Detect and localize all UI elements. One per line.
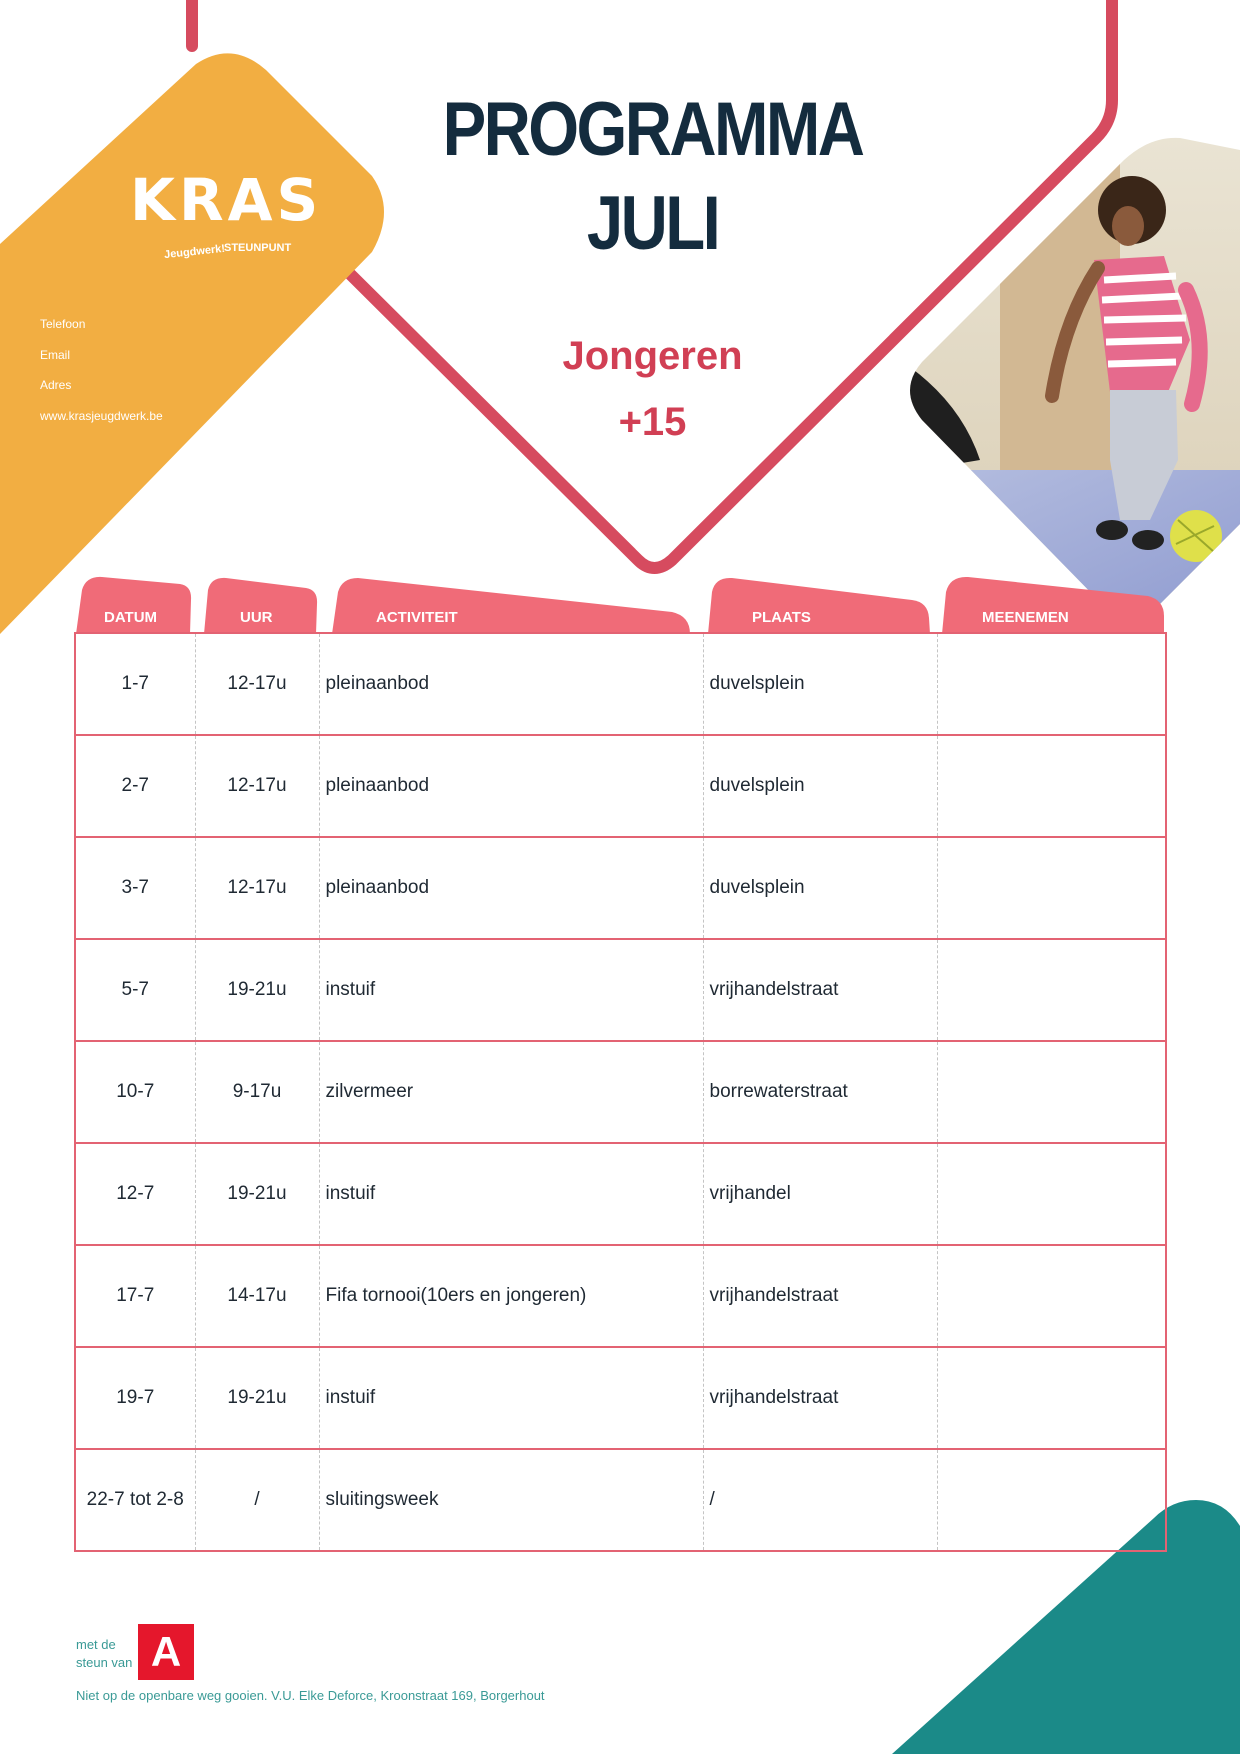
cell-uur: 9-17u bbox=[195, 1041, 319, 1143]
contact-email: Email bbox=[40, 347, 71, 362]
cell-activiteit: zilvermeer bbox=[319, 1041, 703, 1143]
cell-uur: 12-17u bbox=[195, 735, 319, 837]
header-activiteit: ACTIVITEIT bbox=[376, 609, 458, 626]
cell-activiteit: instuif bbox=[319, 1347, 703, 1449]
cell-plaats: vrijhandel bbox=[703, 1143, 937, 1245]
contact-address: Adres bbox=[40, 378, 72, 393]
cell-meenemen bbox=[937, 1449, 1166, 1551]
footer-disclaimer: Niet op de openbare weg gooien. V.U. Elke Deforce, Kroonstraat 169, Borgerhout bbox=[76, 1688, 545, 1703]
cell-activiteit: pleinaanbod bbox=[319, 633, 703, 735]
cell-plaats: duvelsplein bbox=[703, 633, 937, 735]
antwerpen-logo: A bbox=[138, 1624, 194, 1680]
cell-activiteit: instuif bbox=[319, 1143, 703, 1245]
audience-label: Jongeren bbox=[562, 334, 743, 378]
header-meenemen: MEENEMEN bbox=[982, 609, 1069, 626]
cell-plaats: vrijhandelstraat bbox=[703, 939, 937, 1041]
table-row bbox=[75, 939, 1166, 1041]
cell-meenemen bbox=[937, 939, 1166, 1041]
table-row bbox=[75, 1041, 1166, 1143]
table-row bbox=[75, 1347, 1166, 1449]
cell-activiteit: Fifa tornooi(10ers en jongeren) bbox=[319, 1245, 703, 1347]
tab-shape-plaats bbox=[708, 578, 930, 634]
cell-meenemen bbox=[937, 1347, 1166, 1449]
table-row bbox=[75, 1143, 1166, 1245]
cell-meenemen bbox=[937, 837, 1166, 939]
kras-logo bbox=[110, 160, 323, 280]
table-row bbox=[75, 837, 1166, 939]
table-row bbox=[75, 633, 1166, 735]
header-plaats: PLAATS bbox=[752, 609, 811, 626]
cell-activiteit: pleinaanbod bbox=[319, 735, 703, 837]
schedule-table bbox=[74, 632, 1167, 1552]
support-line1: met de bbox=[76, 1637, 116, 1652]
cell-datum: 17-7 bbox=[75, 1245, 195, 1347]
cell-datum: 2-7 bbox=[75, 735, 195, 837]
cell-datum: 3-7 bbox=[75, 837, 195, 939]
logo-subtitle-jeugdwerk: Jeugdwerk! bbox=[163, 242, 226, 262]
cell-datum: 22-7 tot 2-8 bbox=[75, 1449, 195, 1551]
cell-uur: 14-17u bbox=[195, 1245, 319, 1347]
cell-plaats: duvelsplein bbox=[703, 735, 937, 837]
cell-uur: 19-21u bbox=[195, 939, 319, 1041]
cell-plaats: vrijhandelstraat bbox=[703, 1347, 937, 1449]
cell-uur: 19-21u bbox=[195, 1143, 319, 1245]
cell-plaats: borrewaterstraat bbox=[703, 1041, 937, 1143]
table-row bbox=[75, 735, 1166, 837]
cell-meenemen bbox=[937, 1041, 1166, 1143]
cell-datum: 1-7 bbox=[75, 633, 195, 735]
cell-datum: 19-7 bbox=[75, 1347, 195, 1449]
player-photo bbox=[880, 130, 1240, 630]
cell-plaats: duvelsplein bbox=[703, 837, 937, 939]
cell-activiteit: instuif bbox=[319, 939, 703, 1041]
page-title-line2: JULI bbox=[586, 181, 719, 266]
table-row bbox=[75, 1245, 1166, 1347]
header-uur: UUR bbox=[240, 609, 273, 626]
cell-uur: 12-17u bbox=[195, 837, 319, 939]
cell-meenemen bbox=[937, 1245, 1166, 1347]
cell-datum: 5-7 bbox=[75, 939, 195, 1041]
cell-datum: 10-7 bbox=[75, 1041, 195, 1143]
cell-activiteit: sluitingsweek bbox=[319, 1449, 703, 1551]
cell-plaats: vrijhandelstraat bbox=[703, 1245, 937, 1347]
contact-info bbox=[40, 316, 163, 438]
cell-plaats: / bbox=[703, 1449, 937, 1551]
cell-meenemen bbox=[937, 735, 1166, 837]
logo-subtitle-steunpunt: STEUNPUNT bbox=[224, 242, 292, 254]
cell-activiteit: pleinaanbod bbox=[319, 837, 703, 939]
table-row bbox=[75, 1449, 1166, 1551]
support-line2: steun van bbox=[76, 1655, 133, 1670]
support-text bbox=[76, 1636, 132, 1672]
page-title-line1: PROGRAMMA bbox=[442, 87, 863, 172]
contact-phone: Telefoon bbox=[40, 317, 86, 331]
cell-datum: 12-7 bbox=[75, 1143, 195, 1245]
cell-meenemen bbox=[937, 633, 1166, 735]
logo-wordmark: KRAS bbox=[130, 166, 323, 234]
header-datum: DATUM bbox=[104, 609, 158, 626]
age-label: +15 bbox=[618, 400, 687, 444]
contact-website[interactable]: www.krasjeugdwerk.be bbox=[40, 408, 163, 423]
cell-meenemen bbox=[937, 1143, 1166, 1245]
cell-uur: 12-17u bbox=[195, 633, 319, 735]
cell-uur: 19-21u bbox=[195, 1347, 319, 1449]
cell-uur: / bbox=[195, 1449, 319, 1551]
